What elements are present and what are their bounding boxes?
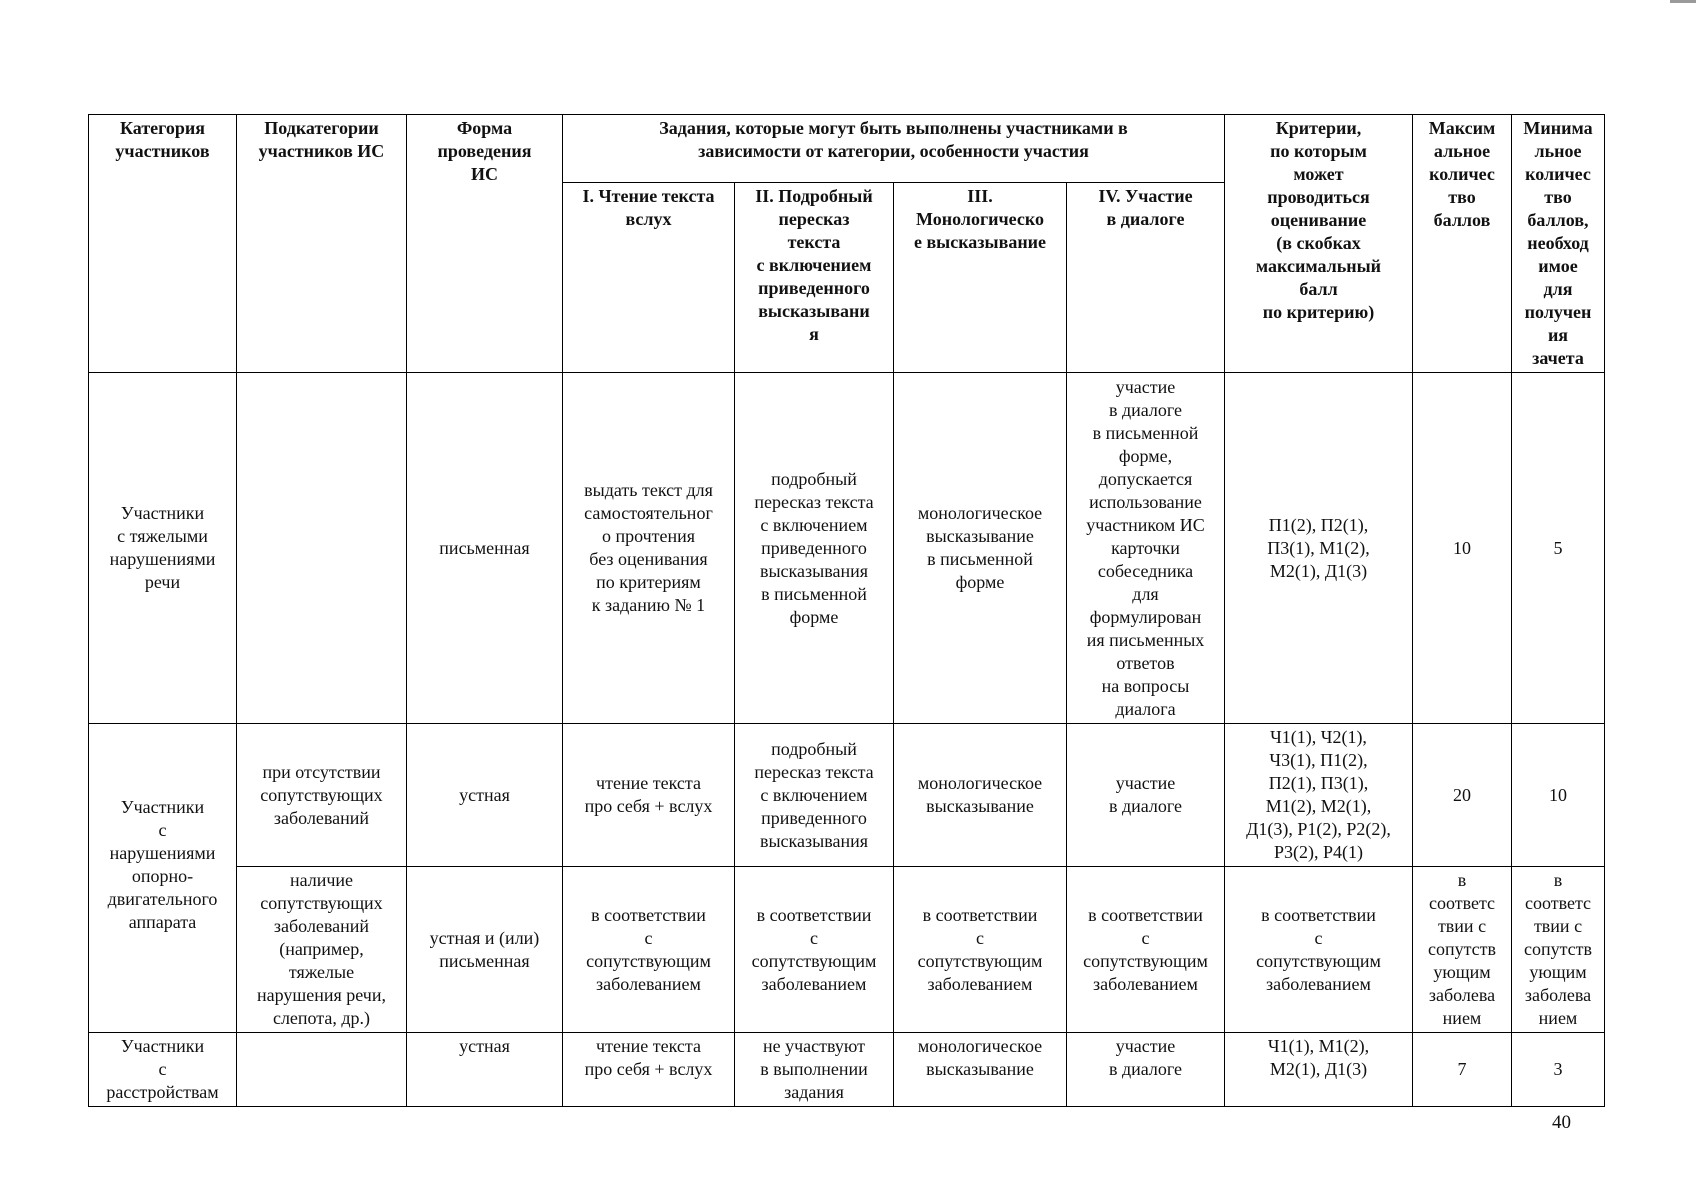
header-max-score: Максим альное количес тво баллов bbox=[1413, 115, 1512, 373]
scan-edge-mark bbox=[1670, 0, 1696, 3]
row-min-score: в соответс твии с сопутств ующим заболева нием bbox=[1512, 867, 1605, 1033]
header-min-score: Минима льное количес тво баллов, необход имое для получен ия зачета bbox=[1512, 115, 1605, 373]
row-criteria: П1(2), П2(1), П3(1), М1(2), М2(1), Д1(3) bbox=[1225, 373, 1413, 724]
row-task-3: монологическое высказывание bbox=[894, 1033, 1067, 1107]
row-max-score: 7 bbox=[1413, 1033, 1512, 1107]
header-task-4: IV. Участие в диалоге bbox=[1067, 183, 1225, 373]
table-row bbox=[89, 373, 1605, 724]
row-task-1: чтение текста про себя + вслух bbox=[563, 1033, 735, 1107]
header-subcategory: Подкатегории участников ИС bbox=[237, 115, 407, 373]
row-task-2: подробный пересказ текста с включением приведенного высказывания в письменной форме bbox=[735, 373, 894, 724]
row-task-2: подробный пересказ текста с включением приведенного высказывания bbox=[735, 724, 894, 867]
row-task-1: чтение текста про себя + вслух bbox=[563, 724, 735, 867]
row-task-3: в соответствии с сопутствующим заболеванием bbox=[894, 867, 1067, 1033]
row-criteria: Ч1(1), Ч2(1), Ч3(1), П1(2), П2(1), П3(1), М1(2), М2(1), Д1(3), Р1(2), Р2(2), Р3(2), Р4(1) bbox=[1225, 724, 1413, 867]
row-task-2: в соответствии с сопутствующим заболеванием bbox=[735, 867, 894, 1033]
row-task-4: участие в диалоге в письменной форме, допускается использование участником ИС карточки собеседника для формулирован ия письменных ответов на вопросы диалога bbox=[1067, 373, 1225, 724]
row-subcategory: наличие сопутствующих заболеваний (например, тяжелые нарушения речи, слепота, др.) bbox=[237, 867, 407, 1033]
row-form: устная bbox=[407, 724, 563, 867]
row-subcategory bbox=[237, 373, 407, 724]
row-max-score: в соответс твии с сопутств ующим заболева нием bbox=[1413, 867, 1512, 1033]
header-tasks-group: Задания, которые могут быть выполнены участниками в зависимости от категории, особенности участия bbox=[563, 115, 1225, 183]
header-row-1 bbox=[89, 115, 1605, 183]
row-subcategory bbox=[237, 1033, 407, 1107]
row-task-4: в соответствии с сопутствующим заболеванием bbox=[1067, 867, 1225, 1033]
row-min-score: 5 bbox=[1512, 373, 1605, 724]
page-number: 40 bbox=[1552, 1112, 1571, 1133]
row-subcategory: при отсутствии сопутствующих заболеваний bbox=[237, 724, 407, 867]
row-task-1: в соответствии с сопутствующим заболеванием bbox=[563, 867, 735, 1033]
row-min-score: 3 bbox=[1512, 1033, 1605, 1107]
header-category: Категория участников bbox=[89, 115, 237, 373]
header-task-2: II. Подробный пересказ текста с включением приведенного высказывани я bbox=[735, 183, 894, 373]
row-max-score: 10 bbox=[1413, 373, 1512, 724]
row-max-score: 20 bbox=[1413, 724, 1512, 867]
row-task-3: монологическое высказывание bbox=[894, 724, 1067, 867]
row-category: Участники с тяжелыми нарушениями речи bbox=[89, 373, 237, 724]
table-row bbox=[89, 867, 1605, 1033]
row-criteria: в соответствии с сопутствующим заболеванием bbox=[1225, 867, 1413, 1033]
row-category: Участники с нарушениями опорно- двигательного аппарата bbox=[89, 724, 237, 1033]
row-task-4: участие в диалоге bbox=[1067, 724, 1225, 867]
header-task-1: I. Чтение текста вслух bbox=[563, 183, 735, 373]
row-task-1: выдать текст для самостоятельног о прочтения без оценивания по критериям к заданию № 1 bbox=[563, 373, 735, 724]
row-task-4: участие в диалоге bbox=[1067, 1033, 1225, 1107]
row-category: Участники с расстройствам bbox=[89, 1033, 237, 1107]
header-form: Форма проведения ИС bbox=[407, 115, 563, 373]
table-row bbox=[89, 1033, 1605, 1107]
row-form: устная bbox=[407, 1033, 563, 1107]
row-form: письменная bbox=[407, 373, 563, 724]
row-task-3: монологическое высказывание в письменной форме bbox=[894, 373, 1067, 724]
row-form: устная и (или) письменная bbox=[407, 867, 563, 1033]
row-task-2: не участвуют в выполнении задания bbox=[735, 1033, 894, 1107]
row-criteria: Ч1(1), М1(2), М2(1), Д1(3) bbox=[1225, 1033, 1413, 1107]
table-row bbox=[89, 724, 1605, 867]
row-min-score: 10 bbox=[1512, 724, 1605, 867]
header-criteria: Критерии, по которым может проводиться оценивание (в скобках максимальный балл по критерию) bbox=[1225, 115, 1413, 373]
participants-assessment-table bbox=[88, 114, 1605, 1107]
header-task-3: III. Монологическо е высказывание bbox=[894, 183, 1067, 373]
